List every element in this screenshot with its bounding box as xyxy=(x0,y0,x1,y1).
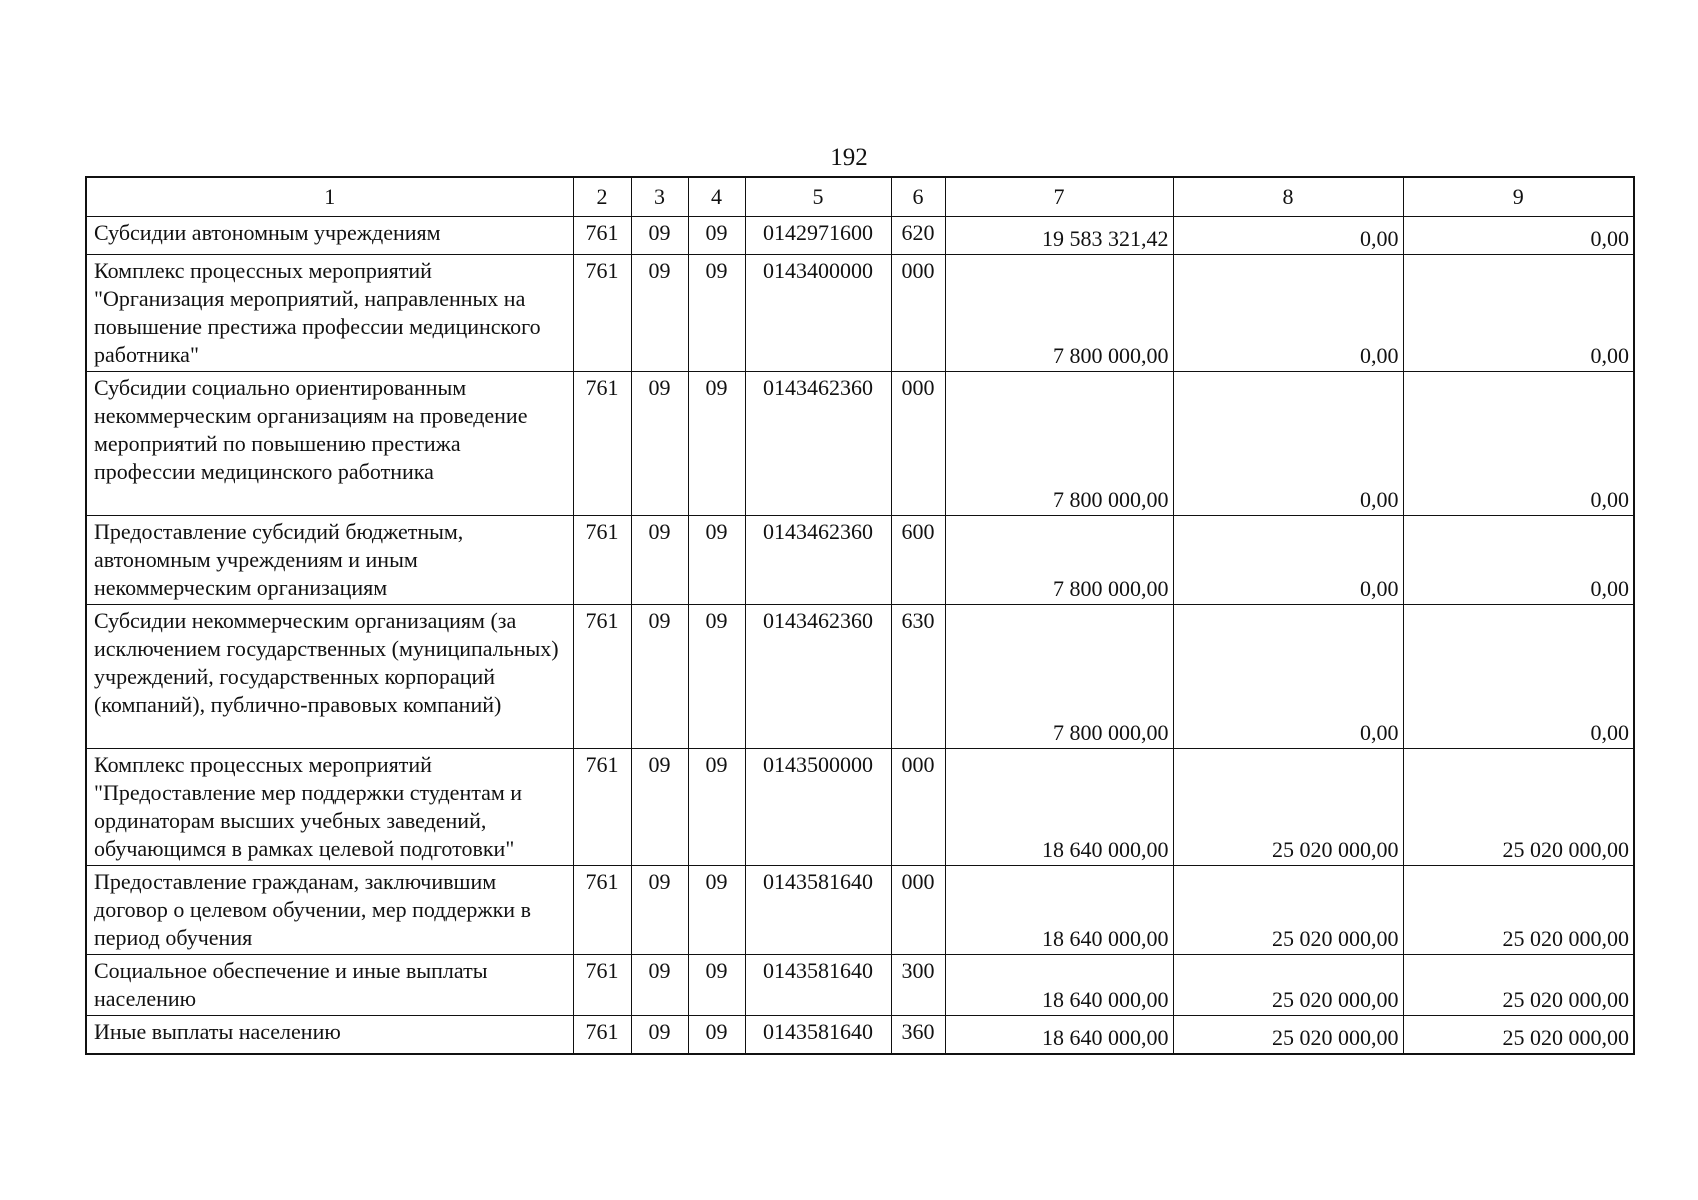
table-row xyxy=(86,749,1634,866)
ministry-code: 761 xyxy=(573,255,631,372)
item-name: Социальное обеспечение и иные выплаты населению xyxy=(86,955,573,1016)
column-header-7: 7 xyxy=(945,177,1173,217)
subsection-code: 09 xyxy=(688,1016,745,1054)
column-header-6: 6 xyxy=(891,177,945,217)
target-article-code: 0142971600 xyxy=(745,217,891,255)
section-code: 09 xyxy=(631,955,688,1016)
expense-type-code: 630 xyxy=(891,605,945,749)
ministry-code: 761 xyxy=(573,605,631,749)
amount-col-9: 25 020 000,00 xyxy=(1403,1016,1634,1054)
expense-type-code: 000 xyxy=(891,255,945,372)
table-row xyxy=(86,255,1634,372)
subsection-code: 09 xyxy=(688,217,745,255)
item-name: Комплекс процессных мероприятий "Организация мероприятий, направленных на повышение престижа профессии медицинского работника" xyxy=(86,255,573,372)
amount-col-8: 0,00 xyxy=(1173,605,1403,749)
item-name: Предоставление субсидий бюджетным, автономным учреждениям и иным некоммерческим организациям xyxy=(86,516,573,605)
expense-type-code: 360 xyxy=(891,1016,945,1054)
amount-col-9: 25 020 000,00 xyxy=(1403,955,1634,1016)
expense-type-code: 000 xyxy=(891,372,945,516)
target-article-code: 0143400000 xyxy=(745,255,891,372)
subsection-code: 09 xyxy=(688,255,745,372)
expense-type-code: 600 xyxy=(891,516,945,605)
subsection-code: 09 xyxy=(688,372,745,516)
ministry-code: 761 xyxy=(573,372,631,516)
ministry-code: 761 xyxy=(573,955,631,1016)
amount-col-7: 7 800 000,00 xyxy=(945,255,1173,372)
table-row xyxy=(86,1016,1634,1054)
amount-col-8: 0,00 xyxy=(1173,255,1403,372)
table-row xyxy=(86,516,1634,605)
amount-col-8: 0,00 xyxy=(1173,516,1403,605)
table-row xyxy=(86,372,1634,516)
amount-col-7: 18 640 000,00 xyxy=(945,1016,1173,1054)
target-article-code: 0143581640 xyxy=(745,955,891,1016)
amount-col-7: 18 640 000,00 xyxy=(945,866,1173,955)
table-row xyxy=(86,605,1634,749)
section-code: 09 xyxy=(631,866,688,955)
column-header-1: 1 xyxy=(86,177,573,217)
ministry-code: 761 xyxy=(573,217,631,255)
amount-col-8: 0,00 xyxy=(1173,217,1403,255)
amount-col-8: 0,00 xyxy=(1173,372,1403,516)
section-code: 09 xyxy=(631,255,688,372)
expense-type-code: 000 xyxy=(891,749,945,866)
subsection-code: 09 xyxy=(688,516,745,605)
target-article-code: 0143500000 xyxy=(745,749,891,866)
item-name: Субсидии некоммерческим организациям (за исключением государственных (муниципальных) учреждений, государственных корпораций (компаний), публично-правовых компаний) xyxy=(86,605,573,749)
amount-col-9: 0,00 xyxy=(1403,372,1634,516)
section-code: 09 xyxy=(631,372,688,516)
subsection-code: 09 xyxy=(688,866,745,955)
amount-col-7: 7 800 000,00 xyxy=(945,372,1173,516)
column-header-8: 8 xyxy=(1173,177,1403,217)
amount-col-8: 25 020 000,00 xyxy=(1173,1016,1403,1054)
target-article-code: 0143462360 xyxy=(745,372,891,516)
header-row xyxy=(86,177,1634,217)
amount-col-8: 25 020 000,00 xyxy=(1173,749,1403,866)
amount-col-7: 7 800 000,00 xyxy=(945,516,1173,605)
amount-col-7: 19 583 321,42 xyxy=(945,217,1173,255)
amount-col-9: 0,00 xyxy=(1403,217,1634,255)
subsection-code: 09 xyxy=(688,749,745,866)
target-article-code: 0143462360 xyxy=(745,605,891,749)
column-header-3: 3 xyxy=(631,177,688,217)
item-name: Иные выплаты населению xyxy=(86,1016,573,1054)
amount-col-7: 18 640 000,00 xyxy=(945,955,1173,1016)
column-header-4: 4 xyxy=(688,177,745,217)
table-row xyxy=(86,866,1634,955)
amount-col-9: 25 020 000,00 xyxy=(1403,866,1634,955)
expense-type-code: 620 xyxy=(891,217,945,255)
amount-col-7: 7 800 000,00 xyxy=(945,605,1173,749)
amount-col-9: 0,00 xyxy=(1403,255,1634,372)
amount-col-9: 0,00 xyxy=(1403,516,1634,605)
ministry-code: 761 xyxy=(573,1016,631,1054)
section-code: 09 xyxy=(631,516,688,605)
section-code: 09 xyxy=(631,1016,688,1054)
amount-col-9: 0,00 xyxy=(1403,605,1634,749)
column-header-2: 2 xyxy=(573,177,631,217)
amount-col-9: 25 020 000,00 xyxy=(1403,749,1634,866)
column-header-5: 5 xyxy=(745,177,891,217)
amount-col-7: 18 640 000,00 xyxy=(945,749,1173,866)
section-code: 09 xyxy=(631,217,688,255)
expense-type-code: 300 xyxy=(891,955,945,1016)
ministry-code: 761 xyxy=(573,749,631,866)
item-name: Комплекс процессных мероприятий "Предоставление мер поддержки студентам и ординаторам высших учебных заведений, обучающимся в рамках целевой подготовки" xyxy=(86,749,573,866)
amount-col-8: 25 020 000,00 xyxy=(1173,866,1403,955)
column-header-9: 9 xyxy=(1403,177,1634,217)
subsection-code: 09 xyxy=(688,955,745,1016)
table-row xyxy=(86,217,1634,255)
item-name: Субсидии социально ориентированным некоммерческим организациям на проведение мероприятий по повышению престижа профессии медицинского работника xyxy=(86,372,573,516)
section-code: 09 xyxy=(631,749,688,866)
target-article-code: 0143581640 xyxy=(745,866,891,955)
item-name: Субсидии автономным учреждениям xyxy=(86,217,573,255)
ministry-code: 761 xyxy=(573,516,631,605)
subsection-code: 09 xyxy=(688,605,745,749)
target-article-code: 0143581640 xyxy=(745,1016,891,1054)
table-row xyxy=(86,955,1634,1016)
section-code: 09 xyxy=(631,605,688,749)
budget-table xyxy=(85,176,1635,1055)
amount-col-8: 25 020 000,00 xyxy=(1173,955,1403,1016)
expense-type-code: 000 xyxy=(891,866,945,955)
page-number: 192 xyxy=(830,144,868,171)
item-name: Предоставление гражданам, заключившим договор о целевом обучении, мер поддержки в период обучения xyxy=(86,866,573,955)
target-article-code: 0143462360 xyxy=(745,516,891,605)
ministry-code: 761 xyxy=(573,866,631,955)
